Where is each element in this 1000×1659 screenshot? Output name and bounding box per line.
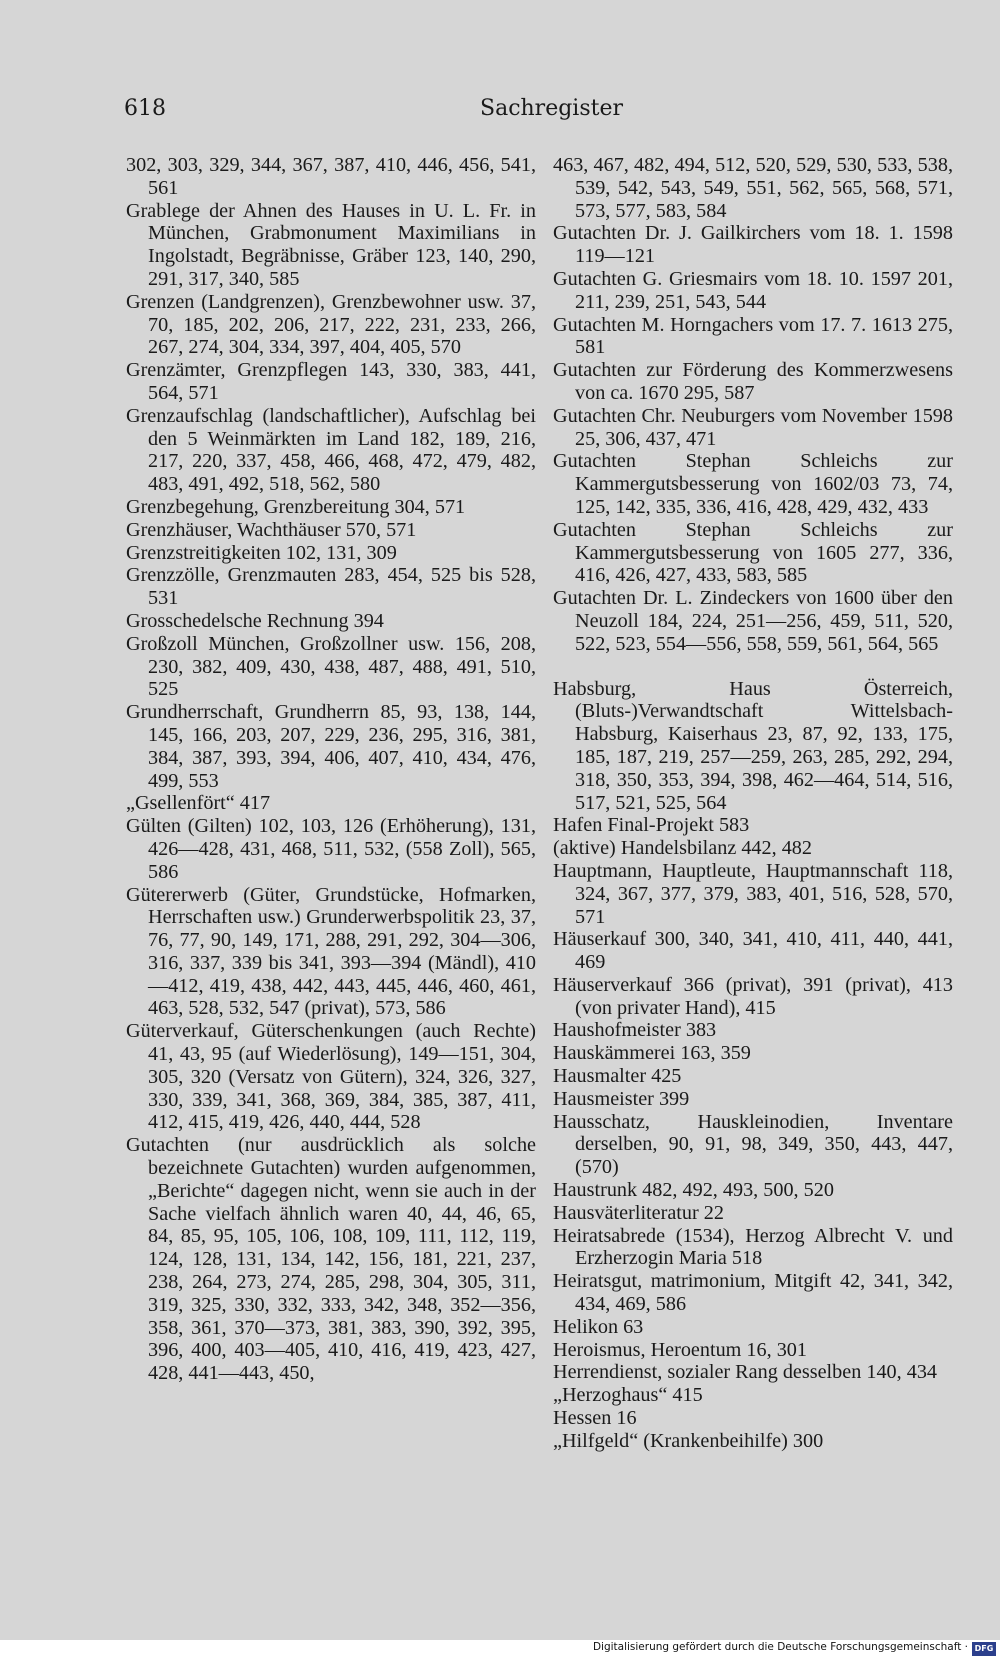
index-entry: „Hilfgeld“ (Krankenbeihilfe) 300 <box>553 1429 824 1452</box>
index-entry: „Herzoghaus“ 415 <box>553 1384 703 1407</box>
index-entry: Gütererwerb (Güter, Grundstücke, Hofmarken, Herrschaften usw.) Grunderwerbspolitik 23, 37, 76, 77, 90, 149, 171, 288, 291, 292, 304—306, 316, 337, 339 bis 341, 393—394 (Mändl), 410—412, 419, 438, 442, 443, 445, 446, 460, 461, 463, 528, 532, 547 (privat), 573, 586 <box>126 883 536 1020</box>
index-entry: Haustrunk 482, 492, 493, 500, 520 <box>553 1179 834 1202</box>
index-entry: Grenzämter, Grenzpflegen 143, 330, 383, 441, 564, 571 <box>126 359 536 404</box>
index-entry: Grenzzölle, Grenzmauten 283, 454, 525 bis 528, 531 <box>126 564 536 610</box>
index-entry: Heiratsabrede (1534), Herzog Albrecht V. und Erzherzogin Maria 518 <box>553 1224 953 1270</box>
index-entry: Hessen 16 <box>553 1407 637 1430</box>
index-column-left <box>126 154 536 1385</box>
funding-credit: Digitalisierung gefördert durch die Deutsche Forschungsgemeinschaft · <box>592 1641 968 1653</box>
index-entry: Grenzhäuser, Wachthäuser 570, 571 <box>126 518 417 541</box>
index-entry: Gutachten Stephan Schleichs zur Kammergutsbesserung von 1605 277, 336, 416, 426, 427, 433, 583, 585 <box>553 518 953 587</box>
index-entry: Gutachten zur Förderung des Kommerzwesens von ca. 1670 295, 587 <box>553 359 953 404</box>
index-entry: Häuserkauf 300, 340, 341, 410, 411, 440, 441, 469 <box>553 928 953 974</box>
index-entry: Herrendienst, sozialer Rang desselben 140, 434 <box>553 1361 938 1384</box>
index-entry: Grablege der Ahnen des Hauses in U. L. Fr. in München, Grabmonument Maximilians in Ingolstadt, Begräbnisse, Gräber 123, 140, 290, 291, 317, 340, 585 <box>126 199 536 290</box>
index-entry: Habsburg, Haus Österreich, (Bluts-)Verwandtschaft Wittelsbach-Habsburg, Kaiserhaus 23, 87, 92, 133, 175, 185, 187, 219, 257—259, 263, 285, 292, 294, 318, 350, 353, 394, 398, 462—464, 514, 516, 517, 521, 525, 564 <box>553 677 953 814</box>
index-entry: „Gsellenfört“ 417 <box>126 792 271 815</box>
index-entry: Hafen Final-Projekt 583 <box>553 814 750 837</box>
index-entry: (aktive) Handelsbilanz 442, 482 <box>553 837 812 860</box>
index-entry: Hauptmann, Hauptleute, Hauptmannschaft 118, 324, 367, 377, 379, 383, 401, 516, 528, 570, 571 <box>553 859 953 928</box>
page-number: 618 <box>124 96 166 121</box>
index-entry: Gutachten Chr. Neuburgers vom November 1598 25, 306, 437, 471 <box>553 404 953 450</box>
index-entry: Gutachten G. Griesmairs vom 18. 10. 1597 201, 211, 239, 251, 543, 544 <box>553 267 953 313</box>
index-entry: Gutachten Dr. L. Zindeckers von 1600 über den Neuzoll 184, 224, 251—256, 459, 511, 520, 522, 523, 554—556, 558, 559, 561, 564, 565 <box>553 587 953 655</box>
index-entry: Heiratsgut, matrimonium, Mitgift 42, 341, 342, 434, 469, 586 <box>553 1270 953 1316</box>
index-entry: Hausmalter 425 <box>553 1065 682 1088</box>
index-entry: Güterverkauf, Güterschenkungen (auch Rechte) 41, 43, 95 (auf Wiederlösung), 149—151, 304, 305, 320 (Versatz von Gütern), 324, 326, 327, 330, 339, 341, 368, 369, 384, 385, 387, 411, 412, 415, 419, 426, 440, 444, 528 <box>126 1020 536 1134</box>
index-entry: Grenzstreitigkeiten 102, 131, 309 <box>126 541 397 564</box>
index-entry: Grundherrschaft, Grundherrn 85, 93, 138, 144, 145, 166, 203, 207, 229, 236, 295, 316, 381, 384, 387, 393, 394, 406, 407, 410, 434, 476, 499, 553 <box>126 701 536 792</box>
index-entry: Hauskämmerei 163, 359 <box>553 1042 751 1065</box>
index-entry: Großzoll München, Großzollner usw. 156, 208, 230, 382, 409, 430, 438, 487, 488, 491, 510, 525 <box>126 632 536 701</box>
index-entry: Gutachten (nur ausdrücklich als solche bezeichnete Gutachten) wurden aufgenommen, „Berichte“ dagegen nicht, wenn sie auch in der Sache vielfach ähnlich waren 40, 44, 46, 65, 84, 85, 95, 105, 106, 108, 109, 111, 112, 119, 124, 128, 131, 134, 142, 156, 181, 221, 237, 238, 264, 273, 274, 285, 298, 304, 305, 311, 319, 325, 330, 332, 333, 342, 348, 352—356, 358, 361, 370—373, 381, 383, 390, 392, 395, 396, 400, 403—405, 410, 416, 419, 423, 427, 428, 441—443, 450, <box>126 1134 536 1385</box>
index-entry: Grenzaufschlag (landschaftlicher), Aufschlag bei den 5 Weinmärkten im Land 182, 189, 216, 217, 220, 337, 458, 466, 468, 472, 479, 482, 483, 491, 492, 518, 562, 580 <box>126 404 536 496</box>
index-entry: Heroismus, Heroentum 16, 301 <box>553 1338 807 1361</box>
index-entry: Gutachten Dr. J. Gailkirchers vom 18. 1. 1598 119—121 <box>553 222 953 268</box>
index-entry: Hausschatz, Hauskleinodien, Inventare derselben, 90, 91, 98, 349, 350, 443, 447, (570) <box>553 1110 953 1179</box>
running-title: Sachregister <box>480 96 623 121</box>
index-column-right <box>553 154 953 1453</box>
dfg-logo: DFG <box>972 1642 996 1656</box>
index-entry: Helikon 63 <box>553 1315 644 1338</box>
index-entry: Hausmeister 399 <box>553 1087 690 1110</box>
index-entry: 302, 303, 329, 344, 367, 387, 410, 446, 456, 541, 561 <box>126 154 536 199</box>
index-entry: Grenzbegehung, Grenzbereitung 304, 571 <box>126 495 466 518</box>
digitization-footer <box>0 1640 1000 1659</box>
index-entry: Grosschedelsche Rechnung 394 <box>126 609 384 632</box>
index-entry: Gutachten M. Horngachers vom 17. 7. 1613 275, 581 <box>553 313 953 359</box>
page-header <box>124 96 984 126</box>
index-entry: Gülten (Gilten) 102, 103, 126 (Erhöherung), 131, 426—428, 431, 468, 511, 532, (558 Zoll), 565, 586 <box>126 815 536 883</box>
index-entry: Hausväterliteratur 22 <box>553 1201 724 1224</box>
index-entry: Häuserverkauf 366 (privat), 391 (privat), 413 (von privater Hand), 415 <box>553 973 953 1019</box>
index-entry: Gutachten Stephan Schleichs zur Kammergutsbesserung von 1602/03 73, 74, 125, 142, 335, 336, 416, 428, 429, 432, 433 <box>553 450 953 518</box>
index-entry: 463, 467, 482, 494, 512, 520, 529, 530, 533, 538, 539, 542, 543, 549, 551, 562, 565, 568, 571, 573, 577, 583, 584 <box>553 154 953 222</box>
index-entry: Grenzen (Landgrenzen), Grenzbewohner usw. 37, 70, 185, 202, 206, 217, 222, 231, 233, 266, 267, 274, 304, 334, 397, 404, 405, 570 <box>126 290 536 359</box>
index-entry: Haushofmeister 383 <box>553 1019 717 1042</box>
